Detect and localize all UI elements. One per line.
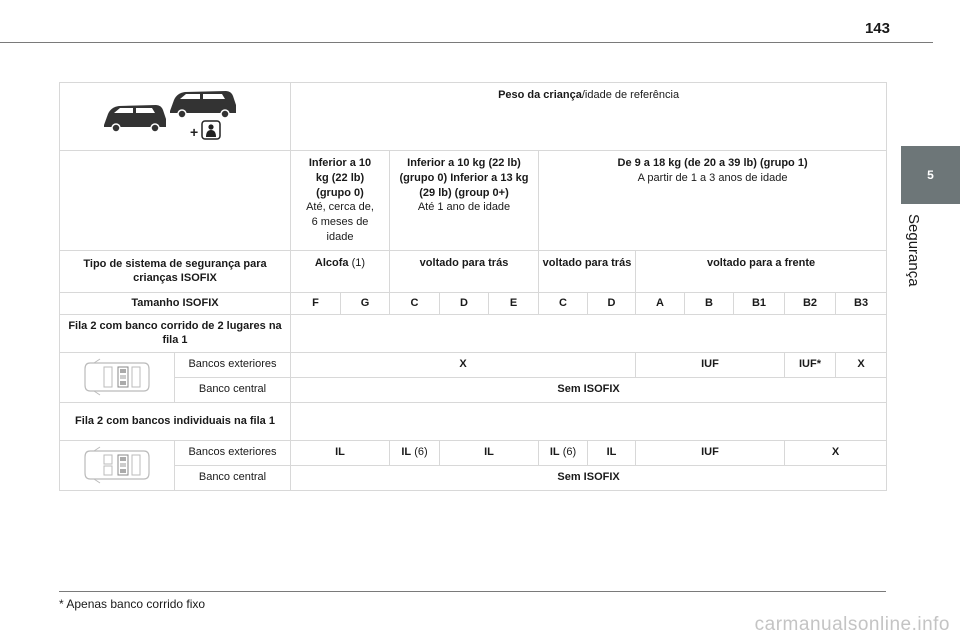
value-main: IL [549, 446, 560, 459]
empty-cell [291, 314, 887, 352]
section1-center-value: Sem ISOFIX [291, 377, 887, 402]
group1-bold: De 9 a 18 kg (de 20 a 39 lb) (grupo 1) [617, 156, 808, 169]
section2-outer-value [785, 440, 887, 465]
size-label: Tamanho ISOFIX [60, 292, 291, 314]
value-note: (6) [414, 446, 428, 459]
seat-diagram-cell [60, 440, 175, 490]
section2-outer-value [390, 440, 440, 465]
svg-text:+: + [190, 124, 199, 140]
vehicle-icon-cell [60, 83, 291, 151]
group0-text: Até, cerca de, 6 meses de idade [306, 201, 374, 244]
section1-outer-value: IUF* [785, 352, 836, 377]
size-cell: C [390, 292, 440, 314]
page-number: 143 [864, 20, 890, 37]
size-cell: E [489, 292, 539, 314]
size-cell: B3 [836, 292, 887, 314]
section2-outer-value [539, 440, 588, 465]
rear-facing-cell-2: voltado para trás [539, 250, 636, 292]
section2-title: Fila 2 com bancos individuais na fila 1 [60, 402, 291, 440]
header-rule [0, 42, 933, 43]
size-cell: A [636, 292, 685, 314]
section1-title: Fila 2 com banco corrido de 2 lugares na fila 1 [60, 314, 291, 352]
watermark: carmanualsonline.info [754, 614, 950, 635]
value-main: IL [335, 446, 345, 459]
value-main: IUF [701, 446, 719, 459]
section2-outer-label: Bancos exteriores [175, 440, 291, 465]
section2-outer-value [588, 440, 636, 465]
empty-cell [291, 402, 887, 440]
empty-cell [60, 150, 291, 250]
size-cell: B2 [785, 292, 836, 314]
section1-outer-value: X [291, 352, 636, 377]
group0plus-cell [390, 150, 539, 250]
section1-outer-value: IUF [636, 352, 785, 377]
size-cell: C [539, 292, 588, 314]
group1-cell [539, 150, 887, 250]
size-cell: B1 [734, 292, 785, 314]
seat-layout-icon [82, 357, 152, 397]
group0-bold: Inferior a 10 kg (22 lb) (grupo 0) [308, 156, 372, 199]
forward-facing-cell: voltado para a frente [636, 250, 887, 292]
section1-center-label: Banco central [175, 377, 291, 402]
rear-facing-cell: voltado para trás [390, 250, 539, 292]
section2-outer-value [440, 440, 539, 465]
alcofa-cell [291, 250, 390, 292]
section2-outer-value [636, 440, 785, 465]
section2-center-value: Sem ISOFIX [291, 465, 887, 490]
value-main: IL [606, 446, 617, 459]
size-cell: D [440, 292, 489, 314]
section1-outer-label: Bancos exteriores [175, 352, 291, 377]
size-cell: B [685, 292, 734, 314]
weight-header-bold: Peso da criança [498, 89, 582, 101]
weight-header-rest: /idade de referência [581, 89, 680, 101]
value-main: X [831, 446, 840, 459]
system-type-label: Tipo de sistema de segurança para crianças ISOFIX [60, 250, 291, 292]
footer-rule [59, 591, 886, 592]
weight-header-cell [291, 83, 887, 151]
section2-outer-value [291, 440, 390, 465]
section2-center-label: Banco central [175, 465, 291, 490]
group0plus-text: Até 1 ano de idade [417, 201, 511, 214]
value-note: (6) [562, 446, 577, 459]
value-main: IL [401, 446, 412, 459]
section1-outer-value: X [836, 352, 887, 377]
chapter-title: Segurança [905, 214, 922, 287]
isofix-table [59, 82, 887, 491]
van-pair-icon [100, 85, 250, 143]
seat-diagram-cell [60, 352, 175, 402]
group1-text: A partir de 1 a 3 anos de idade [637, 171, 788, 184]
alcofa-note: (1) [351, 256, 366, 269]
group0-cell [291, 150, 390, 250]
size-cell: D [588, 292, 636, 314]
value-main: IL [484, 446, 494, 459]
alcofa-label: Alcofa [314, 256, 349, 269]
size-cell: G [341, 292, 390, 314]
group0plus-bold: Inferior a 10 kg (22 lb) (grupo 0) Inferior a 13 kg (29 lb) (group 0+) [399, 156, 529, 199]
seat-layout-icon [82, 445, 152, 485]
footnote: * Apenas banco corrido fixo [59, 597, 206, 611]
chapter-tab[interactable]: 5 [901, 146, 960, 204]
size-cell: F [291, 292, 341, 314]
